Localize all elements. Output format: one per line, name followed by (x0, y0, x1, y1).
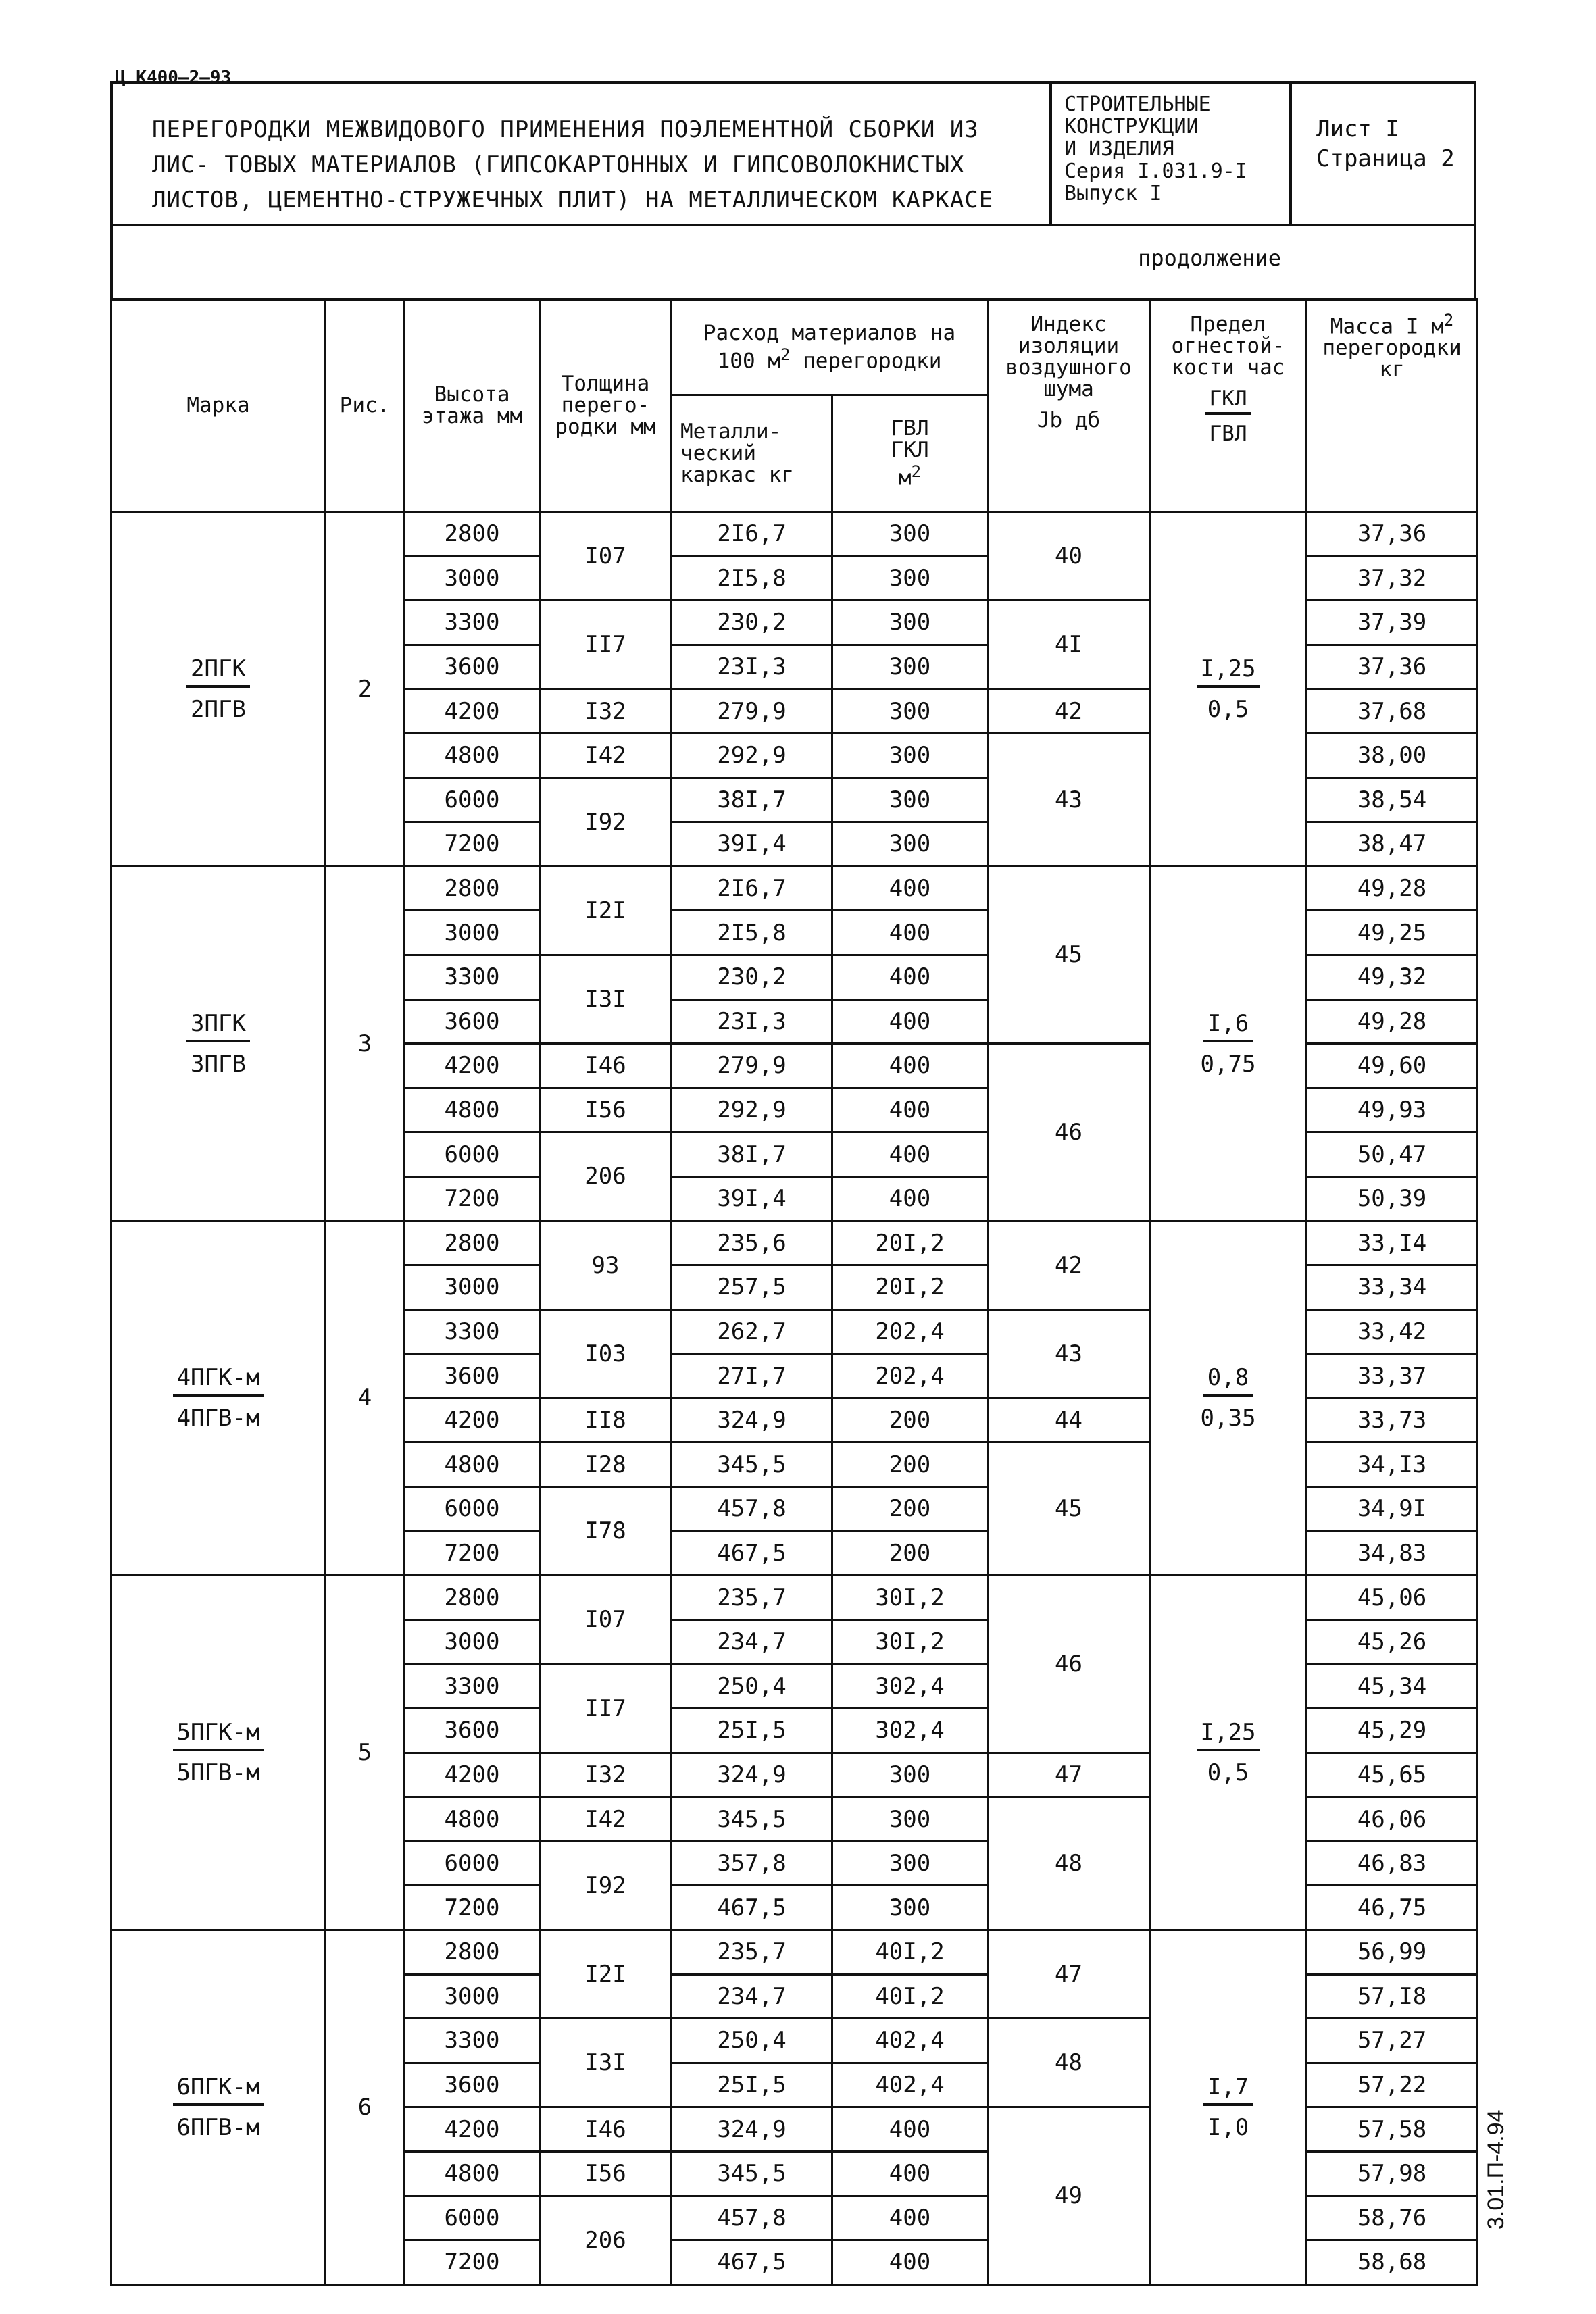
fire-gvl-value: 0,35 (1200, 1405, 1256, 1432)
height-cell: 6000 (405, 778, 540, 822)
sound-cell: 4I (988, 601, 1150, 689)
height-cell: 2800 (405, 1221, 540, 1265)
height-cell: 4200 (405, 689, 540, 734)
frame-cell: 234,7 (672, 1974, 832, 2019)
sheets-cell: 302,4 (832, 1709, 988, 1753)
mass-label: перегородки кг (1322, 336, 1462, 382)
sheets-cell: 402,4 (832, 2019, 988, 2063)
mass-cell: 46,75 (1307, 1886, 1478, 1930)
table-row (111, 512, 1478, 557)
height-cell: 7200 (405, 1886, 540, 1930)
thickness-cell: I32 (540, 1753, 672, 1797)
frame-cell: 345,5 (672, 1797, 832, 1842)
height-cell: 7200 (405, 2240, 540, 2285)
sound-cell: 40 (988, 512, 1150, 601)
sheet-number: Лист I (1316, 116, 1399, 143)
mass-label: Масса I м (1330, 314, 1444, 339)
thickness-cell: I46 (540, 2107, 672, 2152)
sheets-cell: 400 (832, 1176, 988, 1221)
frame-cell: 23I,3 (672, 645, 832, 689)
fire-gkl-value: 0,8 (1203, 1364, 1253, 1397)
height-cell: 3600 (405, 1709, 540, 1753)
table-row (111, 1221, 1478, 1265)
sheets-cell: 300 (832, 1797, 988, 1842)
mark-gvl: 3ПГВ (191, 1050, 246, 1078)
mass-cell: 45,29 (1307, 1709, 1478, 1753)
continuation-bar (110, 225, 1476, 301)
sound-cell: 45 (988, 866, 1150, 1043)
sheets-cell: 200 (832, 1487, 988, 1532)
height-cell: 3000 (405, 1265, 540, 1310)
mass-cell: 50,39 (1307, 1176, 1478, 1221)
mass-cell: 45,06 (1307, 1576, 1478, 1620)
thickness-cell: 206 (540, 2196, 672, 2284)
height-cell: 3000 (405, 556, 540, 601)
col-header-sound (988, 299, 1150, 512)
height-cell: 6000 (405, 1841, 540, 1886)
series-line: Серия I.031.9-I (1064, 159, 1247, 183)
frame-cell: 457,8 (672, 2196, 832, 2240)
mass-cell: 58,76 (1307, 2196, 1478, 2240)
sheets-cell: 30I,2 (832, 1619, 988, 1664)
mass-cell: 37,32 (1307, 556, 1478, 601)
thickness-cell: II7 (540, 601, 672, 689)
sheets-cell: 300 (832, 1753, 988, 1797)
frame-cell: 292,9 (672, 1088, 832, 1132)
title-block (110, 81, 1476, 226)
thickness-cell: I3I (540, 955, 672, 1043)
frame-cell: 250,4 (672, 2019, 832, 2063)
sheets-cell: 200 (832, 1442, 988, 1487)
sheets-cell: 300 (832, 1886, 988, 1930)
fire-gvl-value: 0,5 (1207, 1759, 1249, 1787)
col-header-height: Высота этажа мм (405, 299, 540, 512)
mass-cell: 49,25 (1307, 911, 1478, 955)
height-cell: 3300 (405, 1664, 540, 1709)
frame-cell: 234,7 (672, 1619, 832, 1664)
frame-cell: 2I5,8 (672, 556, 832, 601)
sheets-cell: 40I,2 (832, 1974, 988, 2019)
frame-cell: 235,7 (672, 1930, 832, 1975)
sheets-cell: 400 (832, 2196, 988, 2240)
sound-symbol: Jb дб (1037, 408, 1101, 432)
sheets-cell: 202,4 (832, 1354, 988, 1399)
sound-cell: 42 (988, 1221, 1150, 1309)
fire-gkl-value: I,25 (1197, 655, 1260, 688)
mass-cell: 34,9I (1307, 1487, 1478, 1532)
sound-label: Индекс изоляции воздушного шума (1005, 312, 1132, 401)
mark-gkl: 5ПГК-м (173, 1719, 264, 1751)
sheets-label: ГВЛ (891, 416, 929, 441)
mass-cell: 33,42 (1307, 1309, 1478, 1354)
height-cell: 6000 (405, 1132, 540, 1177)
mass-cell: 57,27 (1307, 2019, 1478, 2063)
frame-cell: 25I,5 (672, 1709, 832, 1753)
mass-cell: 33,34 (1307, 1265, 1478, 1310)
frame-cell: 2I5,8 (672, 911, 832, 955)
mass-cell: 49,60 (1307, 1044, 1478, 1088)
mass-cell: 38,54 (1307, 778, 1478, 822)
mass-cell: 37,68 (1307, 689, 1478, 734)
frame-cell: 27I,7 (672, 1354, 832, 1399)
frame-cell: 23I,3 (672, 999, 832, 1044)
col-header-mark: Марка (111, 299, 326, 512)
side-code: 3.01.П-4.94 (1483, 2109, 1509, 2230)
height-cell: 4800 (405, 1088, 540, 1132)
height-cell: 3300 (405, 1309, 540, 1354)
frame-cell: 345,5 (672, 2151, 832, 2196)
frame-cell: 230,2 (672, 601, 832, 645)
frame-cell: 39I,4 (672, 1176, 832, 1221)
frame-cell: 38I,7 (672, 1132, 832, 1177)
fire-gkl-value: I,7 (1203, 2073, 1253, 2106)
thickness-cell: I07 (540, 1576, 672, 1664)
mass-cell: 45,34 (1307, 1664, 1478, 1709)
sheet-block (1292, 84, 1474, 224)
fire-gvl: ГВЛ (1209, 422, 1247, 446)
frame-cell: 324,9 (672, 2107, 832, 2152)
sheets-cell: 402,4 (832, 2063, 988, 2107)
fire-gkl-value: I,6 (1203, 1010, 1253, 1042)
mass-cell: 34,83 (1307, 1531, 1478, 1576)
thickness-cell: I92 (540, 1841, 672, 1930)
sound-cell: 48 (988, 1797, 1150, 1930)
height-cell: 7200 (405, 822, 540, 867)
col-header-thickness: Толщина перего- родки мм (540, 299, 672, 512)
fig-cell: 2 (326, 512, 405, 867)
fire-cell (1150, 512, 1307, 867)
height-cell: 4800 (405, 1442, 540, 1487)
sheets-cell: 302,4 (832, 1664, 988, 1709)
mass-cell: 57,58 (1307, 2107, 1478, 2152)
consumption-text: Расход материалов на (703, 320, 956, 345)
frame-cell: 262,7 (672, 1309, 832, 1354)
mass-cell: 37,39 (1307, 601, 1478, 645)
sheets-cell: 300 (832, 778, 988, 822)
fire-cell (1150, 1576, 1307, 1930)
fig-cell: 5 (326, 1576, 405, 1930)
mass-cell: 58,68 (1307, 2240, 1478, 2285)
thickness-cell: I92 (540, 778, 672, 866)
sheets-cell: 400 (832, 911, 988, 955)
sheets-cell: 200 (832, 1398, 988, 1442)
consumption-text: 100 м (717, 349, 780, 374)
frame-cell: 324,9 (672, 1398, 832, 1442)
fire-cell (1150, 866, 1307, 1221)
frame-cell: 467,5 (672, 1886, 832, 1930)
thickness-cell: 206 (540, 1132, 672, 1221)
height-cell: 6000 (405, 2196, 540, 2240)
mass-cell: 49,32 (1307, 955, 1478, 999)
sheets-cell: 400 (832, 2240, 988, 2285)
mass-cell: 38,47 (1307, 822, 1478, 867)
sheets-cell: 30I,2 (832, 1576, 988, 1620)
series-block (1052, 84, 1292, 224)
sheets-label: ГКЛ (891, 438, 929, 463)
mass-cell: 57,98 (1307, 2151, 1478, 2196)
mass-cell: 45,65 (1307, 1753, 1478, 1797)
frame-cell: 345,5 (672, 1442, 832, 1487)
fig-cell: 6 (326, 1930, 405, 2285)
sheets-cell: 40I,2 (832, 1930, 988, 1975)
thickness-cell: I28 (540, 1442, 672, 1487)
thickness-cell: I32 (540, 689, 672, 734)
sheets-cell: 300 (832, 512, 988, 557)
sheets-cell: 20I,2 (832, 1221, 988, 1265)
mass-cell: 38,00 (1307, 733, 1478, 778)
thickness-cell: 93 (540, 1221, 672, 1309)
table-row (111, 1930, 1478, 1975)
height-cell: 3600 (405, 999, 540, 1044)
frame-cell: 235,6 (672, 1221, 832, 1265)
frame-cell: 324,9 (672, 1753, 832, 1797)
height-cell: 3600 (405, 645, 540, 689)
frame-cell: 250,4 (672, 1664, 832, 1709)
table-row (111, 866, 1478, 911)
frame-cell: 292,9 (672, 733, 832, 778)
sheets-cell: 300 (832, 1841, 988, 1886)
fire-gkl: ГКЛ (1205, 388, 1251, 415)
thickness-cell: I3I (540, 2019, 672, 2107)
sheets-cell: 202,4 (832, 1309, 988, 1354)
height-cell: 3000 (405, 1974, 540, 2019)
height-cell: 2800 (405, 866, 540, 911)
col-header-fig: Рис. (326, 299, 405, 512)
mass-cell: 46,83 (1307, 1841, 1478, 1886)
continuation-label: продолжение (1138, 245, 1281, 271)
mark-gkl: 2ПГК (186, 655, 250, 688)
mass-cell: 57,22 (1307, 2063, 1478, 2107)
mark-cell (111, 866, 326, 1221)
mass-cell: 33,73 (1307, 1398, 1478, 1442)
sheets-cell: 400 (832, 999, 988, 1044)
page-number: Страница 2 (1316, 145, 1455, 172)
series-line: СТРОИТЕЛЬНЫЕ (1064, 93, 1211, 116)
series-line: И ИЗДЕЛИЯ (1064, 137, 1174, 161)
height-cell: 7200 (405, 1531, 540, 1576)
height-cell: 3600 (405, 2063, 540, 2107)
height-cell: 3300 (405, 2019, 540, 2063)
sheets-cell: 200 (832, 1531, 988, 1576)
mark-gvl: 5ПГВ-м (176, 1759, 260, 1787)
mark-gkl: 3ПГК (186, 1010, 250, 1042)
col-header-consumption (672, 299, 988, 395)
fire-gvl-value: 0,75 (1200, 1050, 1256, 1078)
sound-cell: 43 (988, 1309, 1150, 1398)
sheets-cell: 400 (832, 1132, 988, 1177)
sheets-cell: 400 (832, 955, 988, 999)
sheets-cell: 300 (832, 645, 988, 689)
mark-gvl: 6ПГВ-м (176, 2113, 260, 2141)
thickness-cell: I42 (540, 733, 672, 778)
consumption-text: перегородки (790, 349, 942, 374)
height-cell: 2800 (405, 1576, 540, 1620)
frame-cell: 2I6,7 (672, 866, 832, 911)
height-cell: 3300 (405, 955, 540, 999)
mass-cell: 37,36 (1307, 512, 1478, 557)
frame-cell: 25I,5 (672, 2063, 832, 2107)
col-header-fire (1150, 299, 1307, 512)
sound-cell: 44 (988, 1398, 1150, 1442)
sound-cell: 48 (988, 2019, 1150, 2107)
frame-cell: 230,2 (672, 955, 832, 999)
thickness-cell: I42 (540, 1797, 672, 1842)
mass-cell: 46,06 (1307, 1797, 1478, 1842)
height-cell: 4800 (405, 2151, 540, 2196)
frame-cell: 457,8 (672, 1487, 832, 1532)
col-header-mass (1307, 299, 1478, 512)
sheets-unit (833, 461, 987, 491)
frame-cell: 257,5 (672, 1265, 832, 1310)
frame-cell: 467,5 (672, 2240, 832, 2285)
col-header-sheets (832, 395, 988, 512)
thickness-cell: I56 (540, 1088, 672, 1132)
height-cell: 4200 (405, 2107, 540, 2152)
frame-cell: 235,7 (672, 1576, 832, 1620)
thickness-cell: I07 (540, 512, 672, 601)
mass-cell: 49,28 (1307, 866, 1478, 911)
col-header-frame: Металли- ческий каркас кг (672, 395, 832, 512)
sheets-cell: 300 (832, 601, 988, 645)
frame-cell: 467,5 (672, 1531, 832, 1576)
fire-cell (1150, 1930, 1307, 2285)
sheets-cell: 300 (832, 689, 988, 734)
sound-cell: 45 (988, 1442, 1150, 1576)
series-line: Выпуск I (1064, 182, 1162, 205)
thickness-cell: I78 (540, 1487, 672, 1576)
sheets-cell: 400 (832, 1088, 988, 1132)
frame-cell: 279,9 (672, 689, 832, 734)
height-cell: 3000 (405, 1619, 540, 1664)
thickness-cell: I2I (540, 866, 672, 955)
height-cell: 3000 (405, 911, 540, 955)
document-title: ПЕРЕГОРОДКИ МЕЖВИДОВОГО ПРИМЕНЕНИЯ ПОЭЛЕМЕНТНОЙ СБОРКИ ИЗ ЛИС- ТОВЫХ МАТЕРИАЛОВ (ГИПСОКАРТОННЫХ И ГИПСОВОЛОКНИСТЫХ ЛИСТОВ, ЦЕМЕНТНО-СТРУЖЕЧНЫХ ПЛИТ) НА МЕТАЛЛИЧЕСКОМ КАРКАСЕ (113, 84, 1052, 224)
fig-cell: 4 (326, 1221, 405, 1576)
mark-cell (111, 1930, 326, 2285)
frame-cell: 279,9 (672, 1044, 832, 1088)
table-row (111, 1576, 1478, 1620)
sound-cell: 47 (988, 1753, 1150, 1797)
sound-cell: 46 (988, 1044, 1150, 1221)
sound-cell: 43 (988, 733, 1150, 866)
thickness-cell: II8 (540, 1398, 672, 1442)
sheets-cell: 400 (832, 1044, 988, 1088)
partition-table (110, 298, 1478, 2286)
height-cell: 4200 (405, 1044, 540, 1088)
sheets-unit-text: м (898, 466, 912, 491)
sound-cell: 46 (988, 1576, 1150, 1753)
mass-cell: 49,28 (1307, 999, 1478, 1044)
mark-cell (111, 512, 326, 867)
height-cell: 2800 (405, 1930, 540, 1975)
fire-cell (1150, 1221, 1307, 1576)
fire-gvl-value: 0,5 (1207, 695, 1249, 723)
fig-cell: 3 (326, 866, 405, 1221)
mass-cell: 37,36 (1307, 645, 1478, 689)
height-cell: 3300 (405, 601, 540, 645)
table-body (111, 512, 1478, 2285)
height-cell: 4200 (405, 1398, 540, 1442)
mark-gkl: 4ПГК-м (173, 1364, 264, 1397)
superscript: 2 (911, 462, 922, 482)
sheets-cell: 300 (832, 556, 988, 601)
frame-cell: 38I,7 (672, 778, 832, 822)
mass-cell: 34,I3 (1307, 1442, 1478, 1487)
sheets-cell: 400 (832, 2107, 988, 2152)
fire-gkl-value: I,25 (1197, 1719, 1260, 1751)
series-line: КОНСТРУКЦИИ (1064, 115, 1199, 139)
mark-cell (111, 1221, 326, 1576)
height-cell: 4800 (405, 1797, 540, 1842)
thickness-cell: I03 (540, 1309, 672, 1398)
superscript: 2 (780, 345, 791, 364)
height-cell: 6000 (405, 1487, 540, 1532)
mass-cell: 45,26 (1307, 1619, 1478, 1664)
sound-cell: 42 (988, 689, 1150, 734)
sound-cell: 49 (988, 2107, 1150, 2284)
superscript: 2 (1443, 311, 1454, 330)
mark-gvl: 4ПГВ-м (176, 1405, 260, 1432)
mark-gkl: 6ПГК-м (173, 2073, 264, 2106)
height-cell: 3600 (405, 1354, 540, 1399)
thickness-cell: I2I (540, 1930, 672, 2019)
sheets-cell: 300 (832, 733, 988, 778)
height-cell: 4200 (405, 1753, 540, 1797)
frame-cell: 39I,4 (672, 822, 832, 867)
frame-cell: 2I6,7 (672, 512, 832, 557)
mark-gvl: 2ПГВ (191, 695, 246, 723)
fire-gvl-value: I,0 (1207, 2113, 1249, 2141)
mass-cell: 33,I4 (1307, 1221, 1478, 1265)
fire-label: Предел огнестой- кости час (1171, 312, 1285, 380)
mass-cell: 33,37 (1307, 1354, 1478, 1399)
sheets-cell: 400 (832, 2151, 988, 2196)
document-code: Ц К400—2—93 (115, 68, 232, 88)
fire-fraction (1151, 388, 1305, 445)
frame-cell: 357,8 (672, 1841, 832, 1886)
mark-cell (111, 1576, 326, 1930)
height-cell: 4800 (405, 733, 540, 778)
height-cell: 7200 (405, 1176, 540, 1221)
sheets-cell: 300 (832, 822, 988, 867)
mass-cell: 49,93 (1307, 1088, 1478, 1132)
height-cell: 2800 (405, 512, 540, 557)
sheets-cell: 20I,2 (832, 1265, 988, 1310)
mass-cell: 56,99 (1307, 1930, 1478, 1975)
thickness-cell: I46 (540, 1044, 672, 1088)
sound-cell: 47 (988, 1930, 1150, 2019)
thickness-cell: II7 (540, 1664, 672, 1753)
mass-cell: 57,I8 (1307, 1974, 1478, 2019)
thickness-cell: I56 (540, 2151, 672, 2196)
mass-cell: 50,47 (1307, 1132, 1478, 1177)
sheets-cell: 400 (832, 866, 988, 911)
